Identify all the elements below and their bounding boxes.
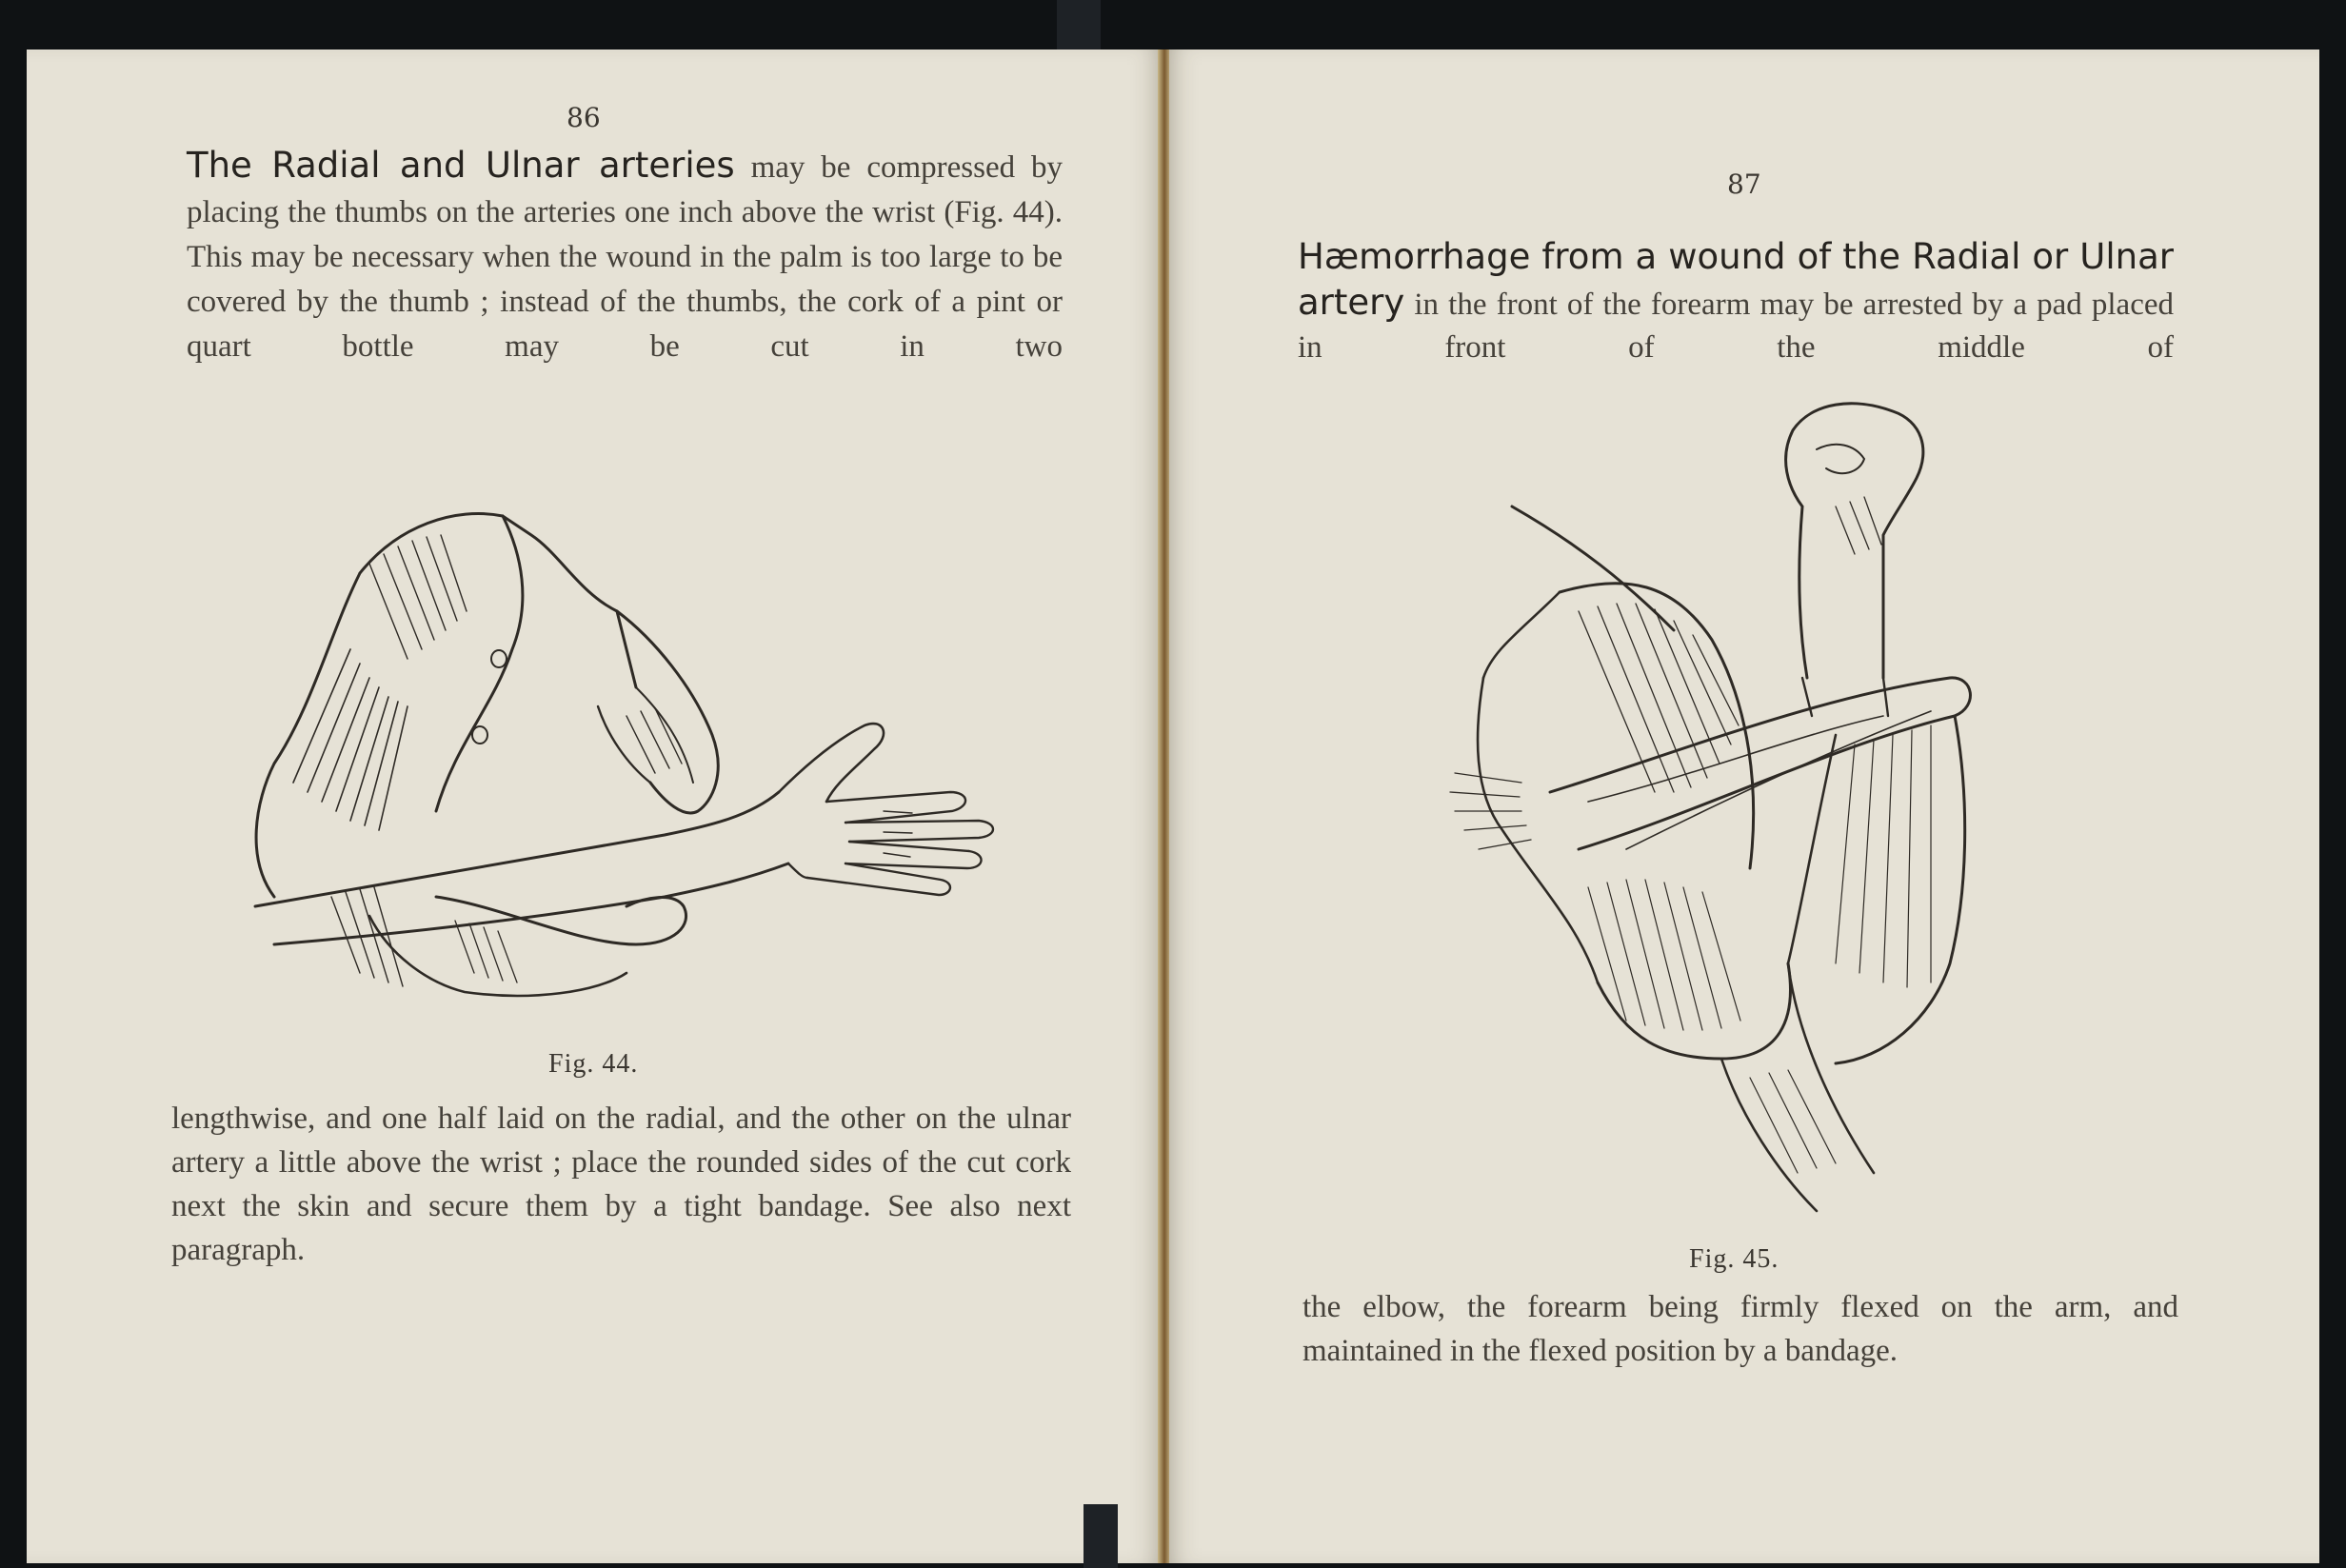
figure-44-illustration bbox=[217, 497, 1036, 1011]
paragraph-body: may be compressed by placing the thumbs on the arteries one inch above the wrist (Fig. 44). This may be necessary when the wound in the palm is too large to be covered by the thumb ; instead of the thumbs, the cork of a pint or quart bottle may be cut in two bbox=[187, 150, 1063, 364]
book-spread bbox=[27, 50, 2319, 1563]
paragraph-lead-heading: The Radial and Ulnar arteries bbox=[187, 145, 735, 186]
page-right bbox=[1169, 50, 2319, 1563]
figure-45-caption: Fig. 45. bbox=[1689, 1244, 1779, 1274]
paragraph-flexed-position: the elbow, the forearm being firmly flexed on the arm, and maintained in the flexed position by a bandage. bbox=[1302, 1290, 2178, 1368]
paragraph-body: in the front of the forearm may be arrested by a pad placed in front of the middle of bbox=[1298, 288, 2174, 365]
paragraph-lead-heading: Hæmorrhage from a wound of the Radial or Ulnar artery bbox=[1298, 236, 2174, 323]
page-left bbox=[27, 50, 1160, 1563]
spine-top bbox=[1057, 0, 1101, 50]
paragraph-radial-ulnar bbox=[187, 143, 1063, 369]
page-number-left: 86 bbox=[567, 102, 601, 133]
figure-44-caption: Fig. 44. bbox=[548, 1049, 639, 1079]
spine-bottom bbox=[1084, 1504, 1118, 1568]
paragraph-haemorrhage bbox=[1298, 235, 2174, 369]
page-number-right: 87 bbox=[1727, 169, 1761, 200]
paragraph-cork-bandage: lengthwise, and one half laid on the radial, and the other on the ulnar artery a little above the wrist ; place the rounded sides of the cut cork next the skin and secure them by a tight bandage. See also next paragraph. bbox=[171, 1102, 1071, 1267]
figure-45-illustration bbox=[1436, 392, 2045, 1230]
